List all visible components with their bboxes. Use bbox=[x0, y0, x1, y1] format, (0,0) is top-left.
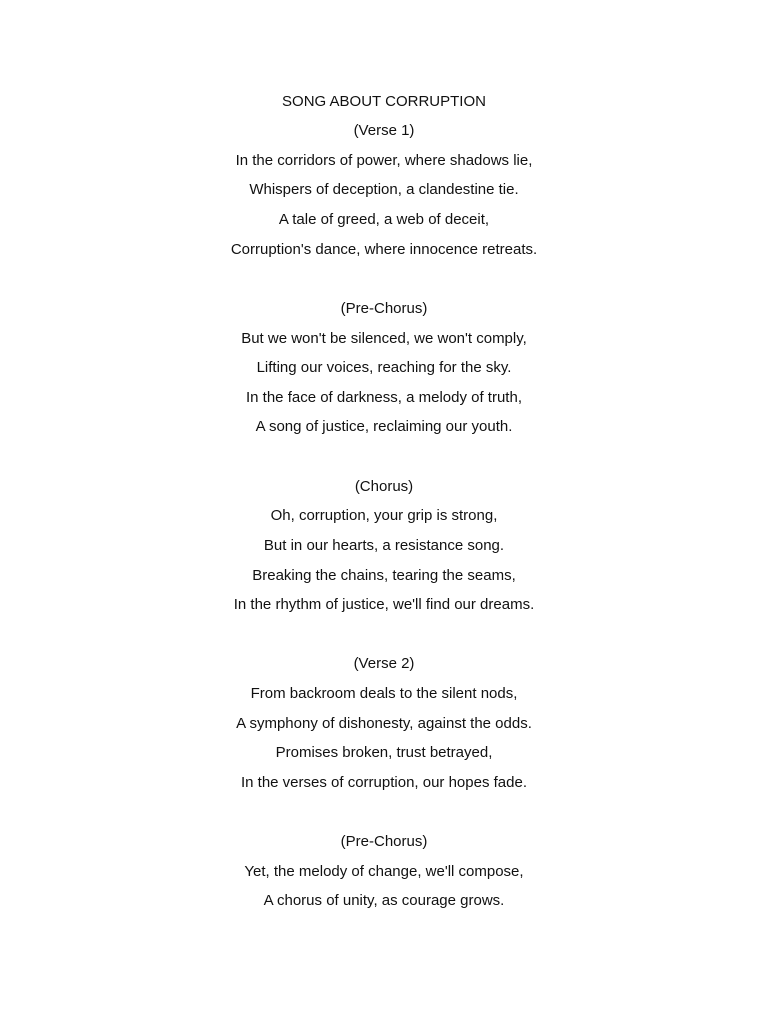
lyric-line: A song of justice, reclaiming our youth. bbox=[255, 418, 513, 435]
lyric-line: In the face of darkness, a melody of truth, bbox=[246, 389, 522, 406]
lyric-line: But in our hearts, a resistance song. bbox=[263, 537, 505, 554]
document-title: SONG ABOUT CORRUPTION bbox=[282, 93, 486, 110]
lyric-line: A chorus of unity, as courage grows. bbox=[263, 892, 505, 909]
lyric-line: In the rhythm of justice, we'll find our dreams. bbox=[233, 596, 535, 613]
lyric-line: Lifting our voices, reaching for the sky. bbox=[256, 359, 512, 376]
lyric-line: A tale of greed, a web of deceit, bbox=[278, 211, 490, 228]
lyric-line: Corruption's dance, where innocence retreats. bbox=[230, 241, 538, 258]
section-heading: (Verse 2) bbox=[353, 655, 415, 672]
lyric-line: Yet, the melody of change, we'll compose, bbox=[244, 863, 524, 880]
section-heading: (Pre-Chorus) bbox=[340, 300, 428, 317]
lyric-line: A symphony of dishonesty, against the odds. bbox=[236, 715, 532, 732]
lyric-line: But we won't be silenced, we won't comply, bbox=[241, 330, 527, 347]
lyric-line: In the verses of corruption, our hopes fade. bbox=[240, 774, 527, 791]
lyric-line: Breaking the chains, tearing the seams, bbox=[252, 567, 516, 584]
lyric-line: Whispers of deception, a clandestine tie. bbox=[249, 181, 519, 198]
lyric-line: Promises broken, trust betrayed, bbox=[275, 744, 493, 761]
lyric-line: Oh, corruption, your grip is strong, bbox=[270, 507, 498, 524]
lyric-line: From backroom deals to the silent nods, bbox=[250, 685, 518, 702]
section-heading: (Pre-Chorus) bbox=[340, 833, 428, 850]
lyric-line: In the corridors of power, where shadows lie, bbox=[235, 152, 533, 169]
section-heading: (Verse 1) bbox=[353, 122, 415, 139]
section-heading: (Chorus) bbox=[354, 478, 414, 495]
